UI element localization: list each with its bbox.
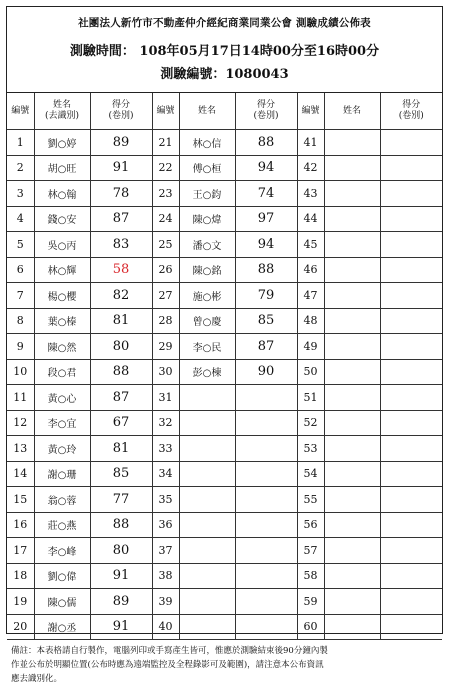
entry-score: 88 <box>235 257 297 283</box>
entry-name: 翁○蓉 <box>34 487 90 513</box>
footnote-line: 作並公布於明顯位置(公布時應為遠端監控及全程錄影可及範圍)，請注意本公布資訊 <box>11 660 324 670</box>
entry-number: 14 <box>7 461 34 487</box>
entry-score <box>380 410 442 436</box>
entry-number: 12 <box>7 410 34 436</box>
col-header-score: 得分 (卷別) <box>90 93 152 130</box>
entry-name: 段○君 <box>34 359 90 385</box>
table-row <box>7 461 442 487</box>
entry-name: 陳○儒 <box>34 589 90 615</box>
entry-number: 22 <box>152 155 179 181</box>
entry-name: 施○彬 <box>179 283 235 309</box>
entry-name <box>179 563 235 589</box>
entry-score <box>380 232 442 258</box>
entry-number: 27 <box>152 283 179 309</box>
entry-number: 41 <box>297 130 324 156</box>
entry-score <box>380 334 442 360</box>
entry-number: 60 <box>297 614 324 640</box>
entry-name <box>324 283 380 309</box>
entry-number: 34 <box>152 461 179 487</box>
table-row <box>7 181 442 207</box>
entry-name <box>179 589 235 615</box>
entry-number: 29 <box>152 334 179 360</box>
entry-score <box>235 410 297 436</box>
entry-score <box>235 589 297 615</box>
entry-score: 88 <box>235 130 297 156</box>
entry-number: 24 <box>152 206 179 232</box>
entry-score: 91 <box>90 155 152 181</box>
entry-number: 31 <box>152 385 179 411</box>
entry-name: 葉○榛 <box>34 308 90 334</box>
entry-score <box>235 461 297 487</box>
entry-name: 王○鈞 <box>179 181 235 207</box>
entry-number: 39 <box>152 589 179 615</box>
entry-number: 19 <box>7 589 34 615</box>
entry-name: 李○宜 <box>34 410 90 436</box>
entry-number: 59 <box>297 589 324 615</box>
entry-score <box>380 512 442 538</box>
entry-name: 林○輝 <box>34 257 90 283</box>
entry-score: 80 <box>90 538 152 564</box>
entry-score: 87 <box>90 206 152 232</box>
table-row <box>7 155 442 181</box>
entry-score <box>380 155 442 181</box>
entry-score: 85 <box>235 308 297 334</box>
entry-name: 劉○婷 <box>34 130 90 156</box>
entry-number: 9 <box>7 334 34 360</box>
entry-score <box>380 385 442 411</box>
table-row <box>7 334 442 360</box>
entry-name <box>324 130 380 156</box>
entry-name: 楊○櫻 <box>34 283 90 309</box>
entry-score: 58 <box>90 257 152 283</box>
entry-number: 33 <box>152 436 179 462</box>
table-row <box>7 385 442 411</box>
entry-score: 94 <box>235 232 297 258</box>
entry-score: 89 <box>90 130 152 156</box>
entry-name: 吳○丙 <box>34 232 90 258</box>
entry-score: 67 <box>90 410 152 436</box>
table-row <box>7 308 442 334</box>
entry-score <box>380 487 442 513</box>
entry-number: 20 <box>7 614 34 640</box>
entry-score: 81 <box>90 308 152 334</box>
entry-score <box>235 487 297 513</box>
entry-number: 21 <box>152 130 179 156</box>
entry-name: 陳○然 <box>34 334 90 360</box>
entry-number: 8 <box>7 308 34 334</box>
entry-number: 4 <box>7 206 34 232</box>
entry-score <box>235 512 297 538</box>
entry-name <box>179 385 235 411</box>
table-row <box>7 436 442 462</box>
entry-name: 謝○珊 <box>34 461 90 487</box>
entry-name <box>179 436 235 462</box>
exam-time: 測驗時間： 108年05月17日14時00分至16時00分 <box>69 44 380 59</box>
entry-score: 88 <box>90 359 152 385</box>
entry-name <box>324 410 380 436</box>
entry-number: 23 <box>152 181 179 207</box>
entry-number: 47 <box>297 283 324 309</box>
entry-name: 胡○旺 <box>34 155 90 181</box>
entry-score: 87 <box>235 334 297 360</box>
entry-score <box>380 359 442 385</box>
entry-score <box>380 589 442 615</box>
entry-score: 79 <box>235 283 297 309</box>
col-header-name: 姓名 <box>179 93 235 130</box>
col-header-score: 得分 (卷別) <box>380 93 442 130</box>
table-row <box>7 410 442 436</box>
entry-name <box>179 512 235 538</box>
entry-number: 57 <box>297 538 324 564</box>
entry-score: 94 <box>235 155 297 181</box>
entry-number: 49 <box>297 334 324 360</box>
entry-name <box>179 461 235 487</box>
entry-name: 陳○銘 <box>179 257 235 283</box>
entry-score <box>380 436 442 462</box>
entry-number: 7 <box>7 283 34 309</box>
table-row <box>7 359 442 385</box>
entry-number: 6 <box>7 257 34 283</box>
footnote-line: 應去識別化。 <box>11 674 63 684</box>
entry-name <box>179 538 235 564</box>
entry-name: 李○民 <box>179 334 235 360</box>
entry-number: 2 <box>7 155 34 181</box>
entry-number: 28 <box>152 308 179 334</box>
table-row <box>7 487 442 513</box>
entry-score <box>235 614 297 640</box>
entry-number: 58 <box>297 563 324 589</box>
exam-code: 測驗編號：1080043 <box>160 67 289 82</box>
entry-number: 11 <box>7 385 34 411</box>
entry-score <box>380 461 442 487</box>
entry-number: 16 <box>7 512 34 538</box>
entry-score: 85 <box>90 461 152 487</box>
entry-score: 82 <box>90 283 152 309</box>
entry-name: 彭○棟 <box>179 359 235 385</box>
entry-name <box>179 487 235 513</box>
entry-name <box>324 232 380 258</box>
col-header-no: 編號 <box>7 93 34 130</box>
entry-name <box>324 614 380 640</box>
entry-name <box>324 512 380 538</box>
entry-score <box>380 257 442 283</box>
entry-number: 37 <box>152 538 179 564</box>
entry-score <box>380 283 442 309</box>
entry-score: 97 <box>235 206 297 232</box>
entry-score: 78 <box>90 181 152 207</box>
results-table-body <box>7 93 442 640</box>
entry-number: 35 <box>152 487 179 513</box>
entry-number: 53 <box>297 436 324 462</box>
entry-score <box>380 308 442 334</box>
entry-score <box>235 436 297 462</box>
entry-name <box>324 538 380 564</box>
entry-score <box>380 181 442 207</box>
entry-name <box>179 614 235 640</box>
entry-number: 46 <box>297 257 324 283</box>
table-row <box>7 589 442 615</box>
entry-number: 30 <box>152 359 179 385</box>
entry-score: 88 <box>90 512 152 538</box>
entry-score: 81 <box>90 436 152 462</box>
entry-score <box>380 563 442 589</box>
entry-number: 42 <box>297 155 324 181</box>
entry-score: 87 <box>90 385 152 411</box>
entry-score <box>380 614 442 640</box>
table-row <box>7 538 442 564</box>
entry-number: 43 <box>297 181 324 207</box>
table-row <box>7 232 442 258</box>
entry-name: 林○翰 <box>34 181 90 207</box>
entry-name <box>324 589 380 615</box>
entry-number: 45 <box>297 232 324 258</box>
entry-number: 25 <box>152 232 179 258</box>
entry-name: 莊○燕 <box>34 512 90 538</box>
table-row <box>7 206 442 232</box>
entry-score: 83 <box>90 232 152 258</box>
entry-number: 50 <box>297 359 324 385</box>
entry-name <box>324 487 380 513</box>
entry-number: 55 <box>297 487 324 513</box>
entry-name <box>324 563 380 589</box>
col-header-name: 姓名 (去識別) <box>34 93 90 130</box>
entry-number: 40 <box>152 614 179 640</box>
entry-number: 15 <box>7 487 34 513</box>
entry-score <box>380 206 442 232</box>
entry-name: 潘○文 <box>179 232 235 258</box>
entry-name <box>324 334 380 360</box>
entry-number: 54 <box>297 461 324 487</box>
table-row <box>7 257 442 283</box>
table-row <box>7 283 442 309</box>
entry-name: 謝○丞 <box>34 614 90 640</box>
entry-score <box>380 130 442 156</box>
entry-score: 91 <box>90 563 152 589</box>
entry-name <box>324 385 380 411</box>
footnote-line: 備註：本表格請自行製作，電腦列印或手寫產生皆可，惟應於測驗結束後90分鐘內製 <box>11 646 328 656</box>
footnote <box>7 640 442 686</box>
entry-score <box>380 538 442 564</box>
entry-name: 劉○偉 <box>34 563 90 589</box>
entry-number: 36 <box>152 512 179 538</box>
entry-number: 18 <box>7 563 34 589</box>
entry-number: 56 <box>297 512 324 538</box>
entry-name <box>324 257 380 283</box>
entry-number: 48 <box>297 308 324 334</box>
entry-number: 5 <box>7 232 34 258</box>
entry-name <box>324 155 380 181</box>
sheet-header <box>7 7 442 93</box>
entry-name <box>324 308 380 334</box>
entry-score: 77 <box>90 487 152 513</box>
results-table <box>7 93 442 640</box>
entry-number: 52 <box>297 410 324 436</box>
entry-number: 26 <box>152 257 179 283</box>
entry-score <box>235 563 297 589</box>
entry-number: 13 <box>7 436 34 462</box>
entry-score <box>235 538 297 564</box>
entry-score: 80 <box>90 334 152 360</box>
entry-number: 17 <box>7 538 34 564</box>
col-header-name: 姓名 <box>324 93 380 130</box>
entry-name <box>324 436 380 462</box>
entry-number: 51 <box>297 385 324 411</box>
table-row <box>7 512 442 538</box>
entry-name: 錢○安 <box>34 206 90 232</box>
entry-number: 1 <box>7 130 34 156</box>
entry-score: 74 <box>235 181 297 207</box>
results-sheet <box>6 6 443 684</box>
table-row <box>7 614 442 640</box>
entry-number: 3 <box>7 181 34 207</box>
entry-name: 傅○桓 <box>179 155 235 181</box>
entry-name: 陳○煒 <box>179 206 235 232</box>
entry-name <box>324 181 380 207</box>
entry-score: 90 <box>235 359 297 385</box>
entry-name: 林○信 <box>179 130 235 156</box>
entry-name <box>324 461 380 487</box>
table-header-row <box>7 93 442 130</box>
entry-number: 44 <box>297 206 324 232</box>
entry-name: 黃○玲 <box>34 436 90 462</box>
entry-name <box>179 410 235 436</box>
entry-name <box>324 359 380 385</box>
entry-score: 91 <box>90 614 152 640</box>
table-row <box>7 130 442 156</box>
entry-number: 32 <box>152 410 179 436</box>
entry-number: 38 <box>152 563 179 589</box>
col-header-no: 編號 <box>152 93 179 130</box>
entry-name: 黃○心 <box>34 385 90 411</box>
entry-name <box>324 206 380 232</box>
entry-name: 李○峰 <box>34 538 90 564</box>
entry-name: 曾○慶 <box>179 308 235 334</box>
col-header-score: 得分 (卷別) <box>235 93 297 130</box>
table-row <box>7 563 442 589</box>
page-title: 社團法人新竹市不動產仲介經紀商業同業公會 測驗成績公佈表 <box>78 17 371 29</box>
col-header-no: 編號 <box>297 93 324 130</box>
entry-number: 10 <box>7 359 34 385</box>
entry-score: 89 <box>90 589 152 615</box>
entry-score <box>235 385 297 411</box>
